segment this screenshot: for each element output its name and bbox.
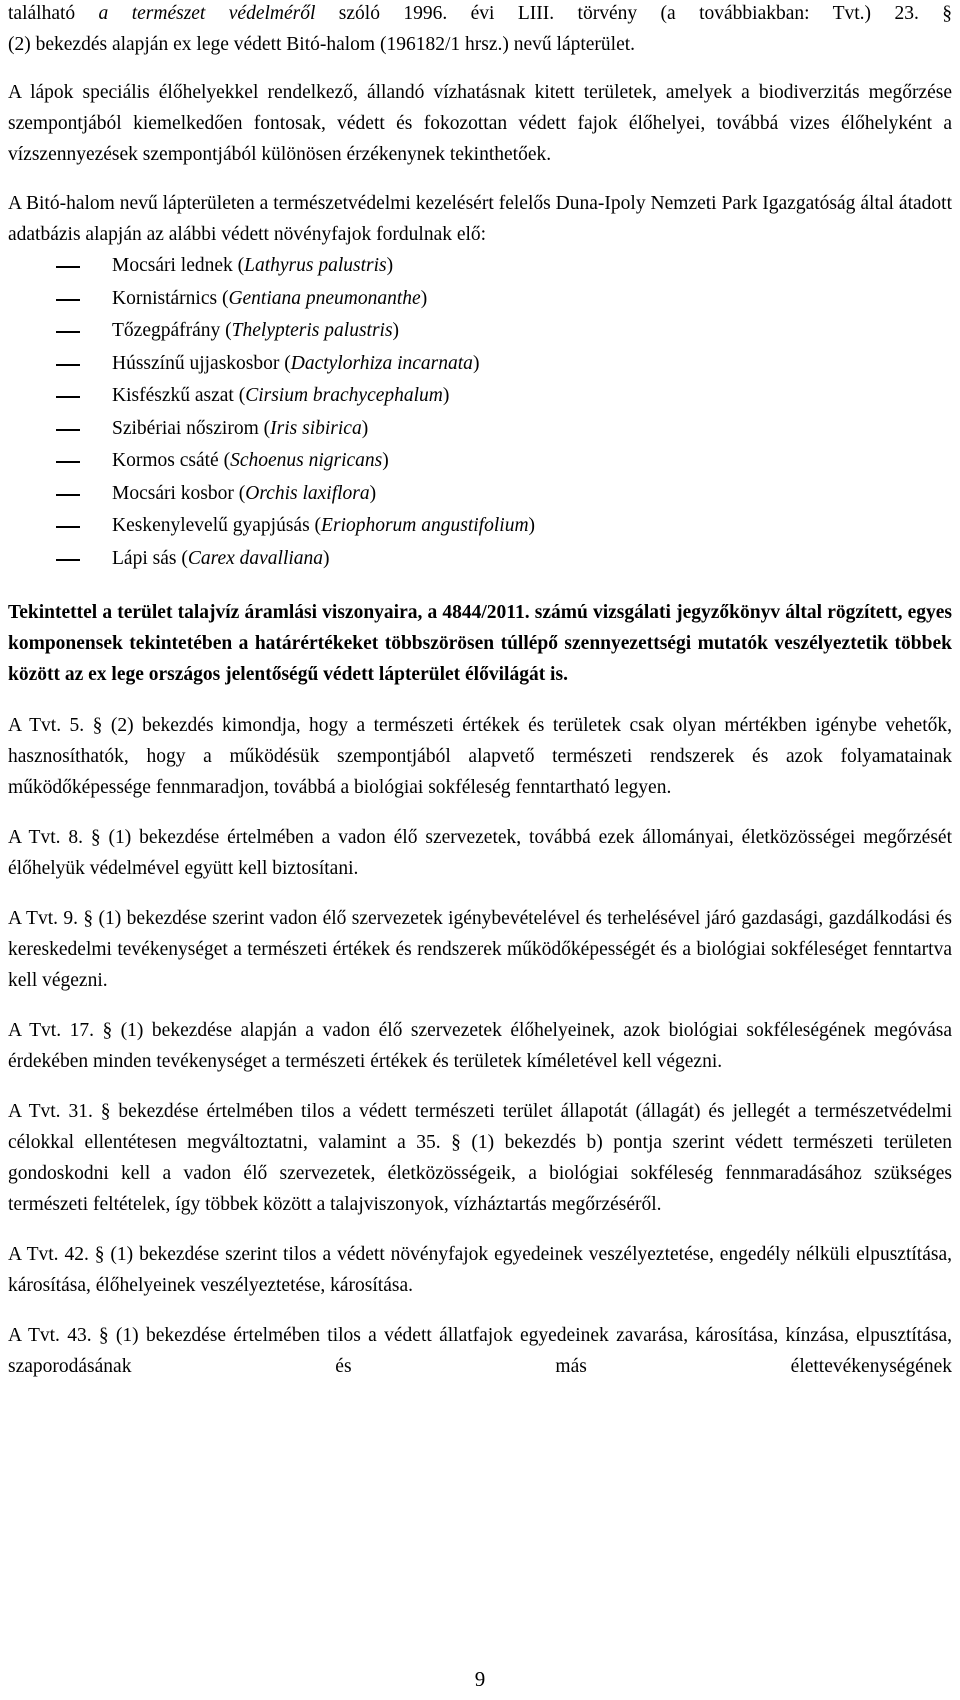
paragraph-bold-finding: Tekintettel a terület talajvíz áramlási viszonyaira, a 4844/2011. számú vizsgálati jegyzőkönyv által rögzített, egyes komponensek tekintetében a határértékeket többszörösen túllépő szennyezettségi mutatók veszélyeztetik többek között az ex lege országos jelentőségű védett lápterület élővilágát is. — [8, 602, 952, 685]
list-item: Szibériai nőszirom (Iris sibirica) — [8, 413, 952, 446]
list-item: Kormos csáté (Schoenus nigricans) — [8, 445, 952, 478]
dash-bullet — [56, 461, 80, 463]
paragraph-bito: A Bitó-halom nevű lápterületen a természetvédelmi kezelésért felelős Duna-Ipoly Nemzeti Park Igazgatóság által átadott adatbázis alapján az alábbi védett növényfajok fordulnak elő: — [8, 193, 952, 245]
species-name: Lápi sás — [112, 547, 177, 569]
paragraph-tvt-5: A Tvt. 5. § (2) bekezdés kimondja, hogy a természeti értékek és területek csak olyan mértékben igénybe vehetők, hasznosíthatók, hogy a működésük szempontjából alapvető természeti rendszerek és azok folyamatainak működőképessége fennmaradjon, továbbá a biológiai sokféleség fenntartható legyen. — [8, 715, 952, 798]
list-item: Lápi sás (Carex davalliana) — [8, 543, 952, 576]
dash-bullet — [56, 299, 80, 301]
species-latin: Eriophorum angustifolium — [321, 515, 529, 536]
species-latin: Carex davalliana — [187, 547, 324, 569]
species-latin: Lathyrus palustris — [244, 255, 387, 276]
species-name: Kornistárnics — [112, 287, 218, 309]
dash-bullet — [56, 364, 80, 366]
species-list — [8, 250, 952, 575]
list-item: Mocsári lednek (Lathyrus palustris) — [8, 250, 952, 283]
species-name: Szibériai nőszirom — [112, 417, 259, 439]
paragraph-tvt-31: A Tvt. 31. § bekezdése értelmében tilos a védett természeti terület állapotát (állagát) és jellegét a természetvédelmi célokkal ellentétesen megváltoztatni, valamint a 35. § (1) bekezdés b) pontja szerint védett természeti területen gondoskodni kell a vadon élő szervezetek, életközösségeik, a biológiai sokféleség fennmaradásához szükséges természeti feltételek, így többek között a talajviszonyok, vízháztartás megőrzéséről. — [8, 1101, 952, 1215]
species-name: Kormos csáté — [112, 450, 219, 471]
paragraph-tvt-43: A Tvt. 43. § (1) bekezdése értelmében tilos a védett állatfajok egyedeinek zavarása, károsítása, kínzása, elpusztítása, szaporodásának és más élettevékenységének — [8, 1325, 952, 1377]
species-latin: Orchis laxiflora — [245, 482, 370, 504]
intro-italic: a természet védelméről — [98, 3, 316, 24]
list-item: Kisfészkű aszat (Cirsium brachycephalum) — [8, 380, 952, 413]
species-name: Kisfészkű aszat — [112, 385, 234, 406]
paragraph-tvt-8: A Tvt. 8. § (1) bekezdése értelmében a vadon élő szervezetek, továbbá ezek állományai, életközösségei megőrzését élőhelyük védelmével együtt kell biztosítani. — [8, 827, 952, 879]
paragraph-tvt-17: A Tvt. 17. § (1) bekezdése alapján a vadon élő szervezetek élőhelyeinek, azok biológiai sokféleségének megóvása érdekében minden tevékenységet a természeti értékek és területek kíméletével kell végezni. — [8, 1020, 952, 1072]
intro-post: szóló 1996. évi LIII. törvény (a továbbiakban: Tvt.) 23. § — [315, 3, 952, 24]
list-item: Kornistárnics (Gentiana pneumonanthe) — [8, 283, 952, 316]
species-latin: Iris sibirica — [270, 417, 362, 439]
dash-bullet — [56, 429, 80, 431]
dash-bullet — [56, 494, 80, 496]
intro-line-2: (2) bekezdés alapján ex lege védett Bitó-halom (196182/1 hrsz.) nevű lápterület. — [8, 34, 636, 55]
paragraph-tvt-42: A Tvt. 42. § (1) bekezdése szerint tilos a védett növényfajok egyedeinek veszélyeztetése, engedély nélküli elpusztítása, károsítása, élőhelyeinek veszélyeztetése, károsítása. — [8, 1244, 952, 1296]
page-number: 9 — [474, 1667, 486, 1691]
species-name: Hússzínű ujjaskosbor — [112, 352, 280, 374]
species-name: Mocsári kosbor — [112, 482, 234, 504]
species-latin: Schoenus nigricans — [230, 450, 383, 471]
dash-bullet — [56, 559, 80, 561]
species-latin: Cirsium brachycephalum — [245, 385, 443, 406]
list-item: Keskenylevelű gyapjúsás (Eriophorum angustifolium) — [8, 510, 952, 543]
species-name: Tőzegpáfrány — [112, 320, 221, 341]
list-item: Hússzínű ujjaskosbor (Dactylorhiza incarnata) — [8, 348, 952, 381]
species-latin: Thelypteris palustris — [231, 320, 393, 341]
dash-bullet — [56, 266, 80, 268]
dash-bullet — [56, 526, 80, 528]
species-latin: Gentiana pneumonanthe — [228, 287, 421, 309]
dash-bullet — [56, 396, 80, 398]
paragraph-tvt-9: A Tvt. 9. § (1) bekezdése szerint vadon élő szervezetek igénybevételével és terhelésével járó gazdasági, gazdálkodási és kereskedelmi tevékenységet a természeti értékek és rendszerek működőképességét és a biológiai sokféleséget fenntartva kell végezni. — [8, 908, 952, 991]
species-latin: Dactylorhiza incarnata — [290, 352, 473, 374]
species-name: Mocsári lednek — [112, 255, 233, 276]
intro-pre: található — [8, 3, 99, 24]
body-text — [8, 0, 952, 1382]
list-item: Tőzegpáfrány (Thelypteris palustris) — [8, 315, 952, 348]
species-name: Keskenylevelű gyapjúsás — [112, 515, 310, 536]
dash-bullet — [56, 331, 80, 333]
paragraph-lapok: A lápok speciális élőhelyekkel rendelkező, állandó vízhatásnak kitett területek, amelyek a biodiverzitás megőrzése szempontjából kiemelkedően fontosak, védett és fokozottan védett fajok élőhelyei, továbbá vizes élőhelyként a vízszennyezések szempontjából különösen érzékenynek tekinthetőek. — [8, 82, 952, 165]
list-item: Mocsári kosbor (Orchis laxiflora) — [8, 478, 952, 511]
intro-line-1 — [8, 0, 952, 29]
